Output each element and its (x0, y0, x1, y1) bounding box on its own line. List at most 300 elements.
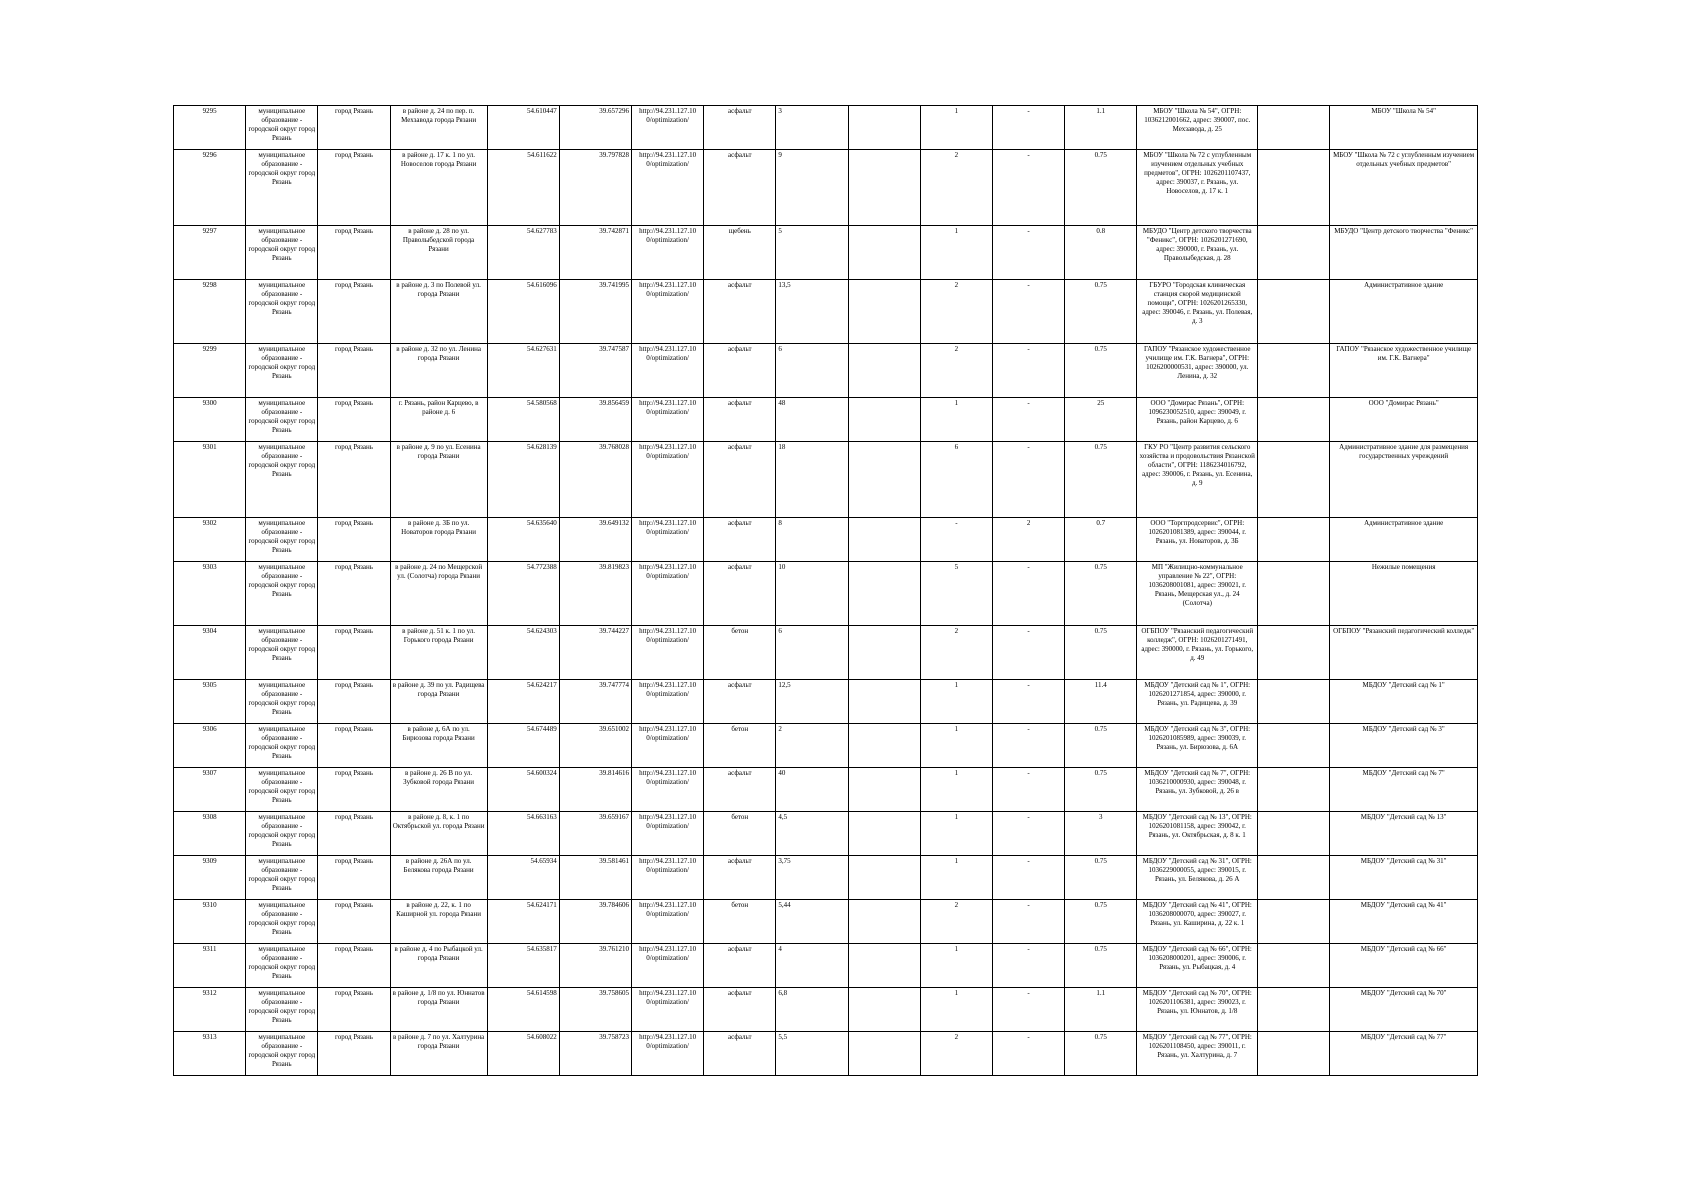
cell-vol: 0.75 (1065, 562, 1137, 626)
cell-surface: асфальт (704, 442, 776, 518)
cell-area: 3 (776, 106, 848, 150)
cell-f2: 1 (920, 812, 992, 856)
cell-f1 (848, 680, 920, 724)
cell-lon: 39.768028 (559, 442, 631, 518)
cell-addr: в районе д. 3 по Полевой ул. города Рязани (390, 280, 487, 344)
table-row (174, 626, 1478, 680)
cell-area: 13,5 (776, 280, 848, 344)
cell-num: 9308 (174, 812, 246, 856)
cell-addr: в районе д. 6А по ул. Бирюзова города Рязани (390, 724, 487, 768)
table-row (174, 226, 1478, 280)
cell-city: город Рязань (318, 398, 390, 442)
cell-f4 (1258, 150, 1330, 226)
cell-vol: 0.75 (1065, 856, 1137, 900)
cell-lon: 39.814616 (559, 768, 631, 812)
cell-num: 9302 (174, 518, 246, 562)
cell-owner: МБДОУ "Детский сад № 41", ОГРН: 1036208000070, адрес: 390027, г. Рязань, ул. Каширина, д. 22 к. 1 (1137, 900, 1258, 944)
cell-url: http://94.231.127.10 0/optimization/ (631, 226, 703, 280)
cell-vol: 0.7 (1065, 518, 1137, 562)
cell-lon: 39.747774 (559, 680, 631, 724)
cell-source: МБДОУ "Детский сад № 1" (1330, 680, 1478, 724)
cell-addr: в районе д. 9 по ул. Есенина города Рязани (390, 442, 487, 518)
table-row (174, 106, 1478, 150)
table-row (174, 900, 1478, 944)
cell-city: город Рязань (318, 680, 390, 724)
cell-owner: ГКУ РО "Центр развития сельского хозяйства и продовольствия Рязанской области", ОГРН: 1186234016792, адрес: 390006, г. Рязань, ул. Есенина, д. 9 (1137, 442, 1258, 518)
cell-lon: 39.741995 (559, 280, 631, 344)
cell-url: http://94.231.127.10 0/optimization/ (631, 856, 703, 900)
cell-url: http://94.231.127.10 0/optimization/ (631, 442, 703, 518)
cell-lat: 54.608022 (487, 1032, 559, 1076)
cell-type: муниципальное образование - городской округ город Рязань (246, 724, 318, 768)
cell-surface: асфальт (704, 562, 776, 626)
cell-lon: 39.651002 (559, 724, 631, 768)
cell-f2: 2 (920, 280, 992, 344)
cell-city: город Рязань (318, 812, 390, 856)
cell-source: МБДОУ "Детский сад № 31" (1330, 856, 1478, 900)
cell-owner: ООО "Домирас Рязань", ОГРН: 1096230052510, адрес: 390049, г. Рязань, район Карцево, д. 6 (1137, 398, 1258, 442)
cell-lon: 39.797828 (559, 150, 631, 226)
cell-lon: 39.744227 (559, 626, 631, 680)
cell-url: http://94.231.127.10 0/optimization/ (631, 150, 703, 226)
cell-owner: МБДОУ "Детский сад № 77", ОГРН: 1026201108450, адрес: 390011, г. Рязань, ул. Халтурина, д. 7 (1137, 1032, 1258, 1076)
document-page (173, 105, 1478, 1076)
cell-lat: 54.624303 (487, 626, 559, 680)
cell-area: 10 (776, 562, 848, 626)
cell-area: 6 (776, 626, 848, 680)
cell-addr: в районе д. 1/8 по ул. Юннатов города Рязани (390, 988, 487, 1032)
cell-owner: МБОУ "Школа № 54", ОГРН: 1036212001662, адрес: 390007, пос. Мехзавода, д. 25 (1137, 106, 1258, 150)
cell-f3: - (993, 150, 1065, 226)
cell-url: http://94.231.127.10 0/optimization/ (631, 724, 703, 768)
table-row (174, 518, 1478, 562)
cell-f4 (1258, 724, 1330, 768)
cell-owner: МП "Жилищно-коммунальное управление № 22", ОГРН: 1036208001081, адрес: 390021, г. Рязань, Мещерская ул., д. 24 (Солотча) (1137, 562, 1258, 626)
cell-owner: ГАПОУ "Рязанское художественное училище им. Г.К. Вагнера", ОГРН: 1026200000531, адрес: 390000, ул. Ленина, д. 32 (1137, 344, 1258, 398)
cell-source: МБДОУ "Детский сад № 77" (1330, 1032, 1478, 1076)
cell-source: ОГБПОУ "Рязанский педагогический колледж" (1330, 626, 1478, 680)
cell-f1 (848, 724, 920, 768)
cell-url: http://94.231.127.10 0/optimization/ (631, 812, 703, 856)
cell-vol: 0.75 (1065, 900, 1137, 944)
cell-url: http://94.231.127.10 0/optimization/ (631, 988, 703, 1032)
table-row (174, 1032, 1478, 1076)
cell-f2: 1 (920, 724, 992, 768)
cell-owner: МБДОУ "Детский сад № 66", ОГРН: 1036208000201, адрес: 390006, г. Рязань, ул. Рыбацкая, д. 4 (1137, 944, 1258, 988)
cell-f1 (848, 988, 920, 1032)
cell-type: муниципальное образование - городской округ город Рязань (246, 344, 318, 398)
cell-city: город Рязань (318, 944, 390, 988)
cell-f3: - (993, 944, 1065, 988)
cell-city: город Рязань (318, 226, 390, 280)
cell-owner: МБДОУ "Детский сад № 13", ОГРН: 1026201081158, адрес: 390042, г. Рязань, ул. Октябрьская, д. 8 к. 1 (1137, 812, 1258, 856)
cell-f1 (848, 398, 920, 442)
cell-f2: 1 (920, 398, 992, 442)
cell-lat: 54.624217 (487, 680, 559, 724)
cell-city: город Рязань (318, 280, 390, 344)
cell-vol: 3 (1065, 812, 1137, 856)
cell-url: http://94.231.127.10 0/optimization/ (631, 680, 703, 724)
cell-vol: 0.75 (1065, 1032, 1137, 1076)
registry-table-body (174, 106, 1478, 1076)
cell-f3: - (993, 988, 1065, 1032)
cell-type: муниципальное образование - городской округ город Рязань (246, 150, 318, 226)
registry-table (173, 105, 1478, 1076)
cell-f3: - (993, 768, 1065, 812)
cell-f1 (848, 280, 920, 344)
cell-f4 (1258, 442, 1330, 518)
cell-f1 (848, 442, 920, 518)
cell-f2: 2 (920, 150, 992, 226)
cell-addr: в районе д. 32 по ул. Ленина города Рязани (390, 344, 487, 398)
cell-lon: 39.649132 (559, 518, 631, 562)
cell-f2: 1 (920, 856, 992, 900)
cell-vol: 0.75 (1065, 724, 1137, 768)
cell-num: 9309 (174, 856, 246, 900)
cell-lat: 54.65934 (487, 856, 559, 900)
cell-city: город Рязань (318, 106, 390, 150)
cell-f2: 2 (920, 1032, 992, 1076)
cell-f3: - (993, 856, 1065, 900)
cell-f3: - (993, 106, 1065, 150)
cell-lat: 54.663163 (487, 812, 559, 856)
cell-source: МБДОУ "Детский сад № 70" (1330, 988, 1478, 1032)
table-row (174, 768, 1478, 812)
cell-f1 (848, 768, 920, 812)
cell-f1 (848, 106, 920, 150)
cell-source: Нежилые помещения (1330, 562, 1478, 626)
table-row (174, 344, 1478, 398)
cell-f2: 1 (920, 988, 992, 1032)
cell-lon: 39.581461 (559, 856, 631, 900)
cell-surface: асфальт (704, 680, 776, 724)
cell-lat: 54.624171 (487, 900, 559, 944)
cell-url: http://94.231.127.10 0/optimization/ (631, 562, 703, 626)
cell-area: 3,75 (776, 856, 848, 900)
cell-surface: асфальт (704, 856, 776, 900)
cell-vol: 25 (1065, 398, 1137, 442)
cell-f3: - (993, 724, 1065, 768)
cell-surface: асфальт (704, 988, 776, 1032)
cell-lat: 54.610447 (487, 106, 559, 150)
cell-f3: - (993, 680, 1065, 724)
cell-f2: 6 (920, 442, 992, 518)
cell-owner: МБДОУ "Детский сад № 7", ОГРН: 1036210000930, адрес: 390048, г. Рязань, ул. Зубковой, д. 26 в (1137, 768, 1258, 812)
cell-source: ООО "Домирас Рязань" (1330, 398, 1478, 442)
cell-surface: асфальт (704, 398, 776, 442)
cell-f4 (1258, 900, 1330, 944)
cell-f1 (848, 226, 920, 280)
cell-f3: - (993, 562, 1065, 626)
cell-f4 (1258, 768, 1330, 812)
cell-city: город Рязань (318, 150, 390, 226)
cell-area: 6 (776, 344, 848, 398)
cell-vol: 1.1 (1065, 988, 1137, 1032)
cell-area: 5,44 (776, 900, 848, 944)
cell-surface: асфальт (704, 280, 776, 344)
cell-num: 9303 (174, 562, 246, 626)
cell-f2: 1 (920, 768, 992, 812)
cell-type: муниципальное образование - городской округ город Рязань (246, 856, 318, 900)
cell-source: МБДОУ "Детский сад № 7" (1330, 768, 1478, 812)
cell-surface: асфальт (704, 150, 776, 226)
cell-city: город Рязань (318, 724, 390, 768)
cell-lon: 39.758723 (559, 1032, 631, 1076)
cell-num: 9298 (174, 280, 246, 344)
cell-f4 (1258, 344, 1330, 398)
cell-num: 9296 (174, 150, 246, 226)
cell-lat: 54.674489 (487, 724, 559, 768)
table-row (174, 442, 1478, 518)
cell-lat: 54.600324 (487, 768, 559, 812)
cell-num: 9312 (174, 988, 246, 1032)
cell-num: 9311 (174, 944, 246, 988)
cell-lat: 54.616096 (487, 280, 559, 344)
cell-f3: 2 (993, 518, 1065, 562)
cell-f4 (1258, 562, 1330, 626)
cell-f4 (1258, 812, 1330, 856)
cell-owner: МБУДО "Центр детского творчества "Феникс", ОГРН: 1026201271690, адрес: 390000, г. Рязань, ул. Праволыбедская, д. 28 (1137, 226, 1258, 280)
cell-f4 (1258, 680, 1330, 724)
cell-vol: 0.75 (1065, 768, 1137, 812)
cell-type: муниципальное образование - городской округ город Рязань (246, 680, 318, 724)
cell-f3: - (993, 344, 1065, 398)
cell-lon: 39.742871 (559, 226, 631, 280)
cell-num: 9306 (174, 724, 246, 768)
cell-area: 4,5 (776, 812, 848, 856)
cell-addr: в районе д. 39 по ул. Радищева города Рязани (390, 680, 487, 724)
table-row (174, 398, 1478, 442)
table-row (174, 856, 1478, 900)
cell-city: город Рязань (318, 900, 390, 944)
cell-surface: бетон (704, 900, 776, 944)
cell-f2: 5 (920, 562, 992, 626)
cell-url: http://94.231.127.10 0/optimization/ (631, 768, 703, 812)
cell-lon: 39.761210 (559, 944, 631, 988)
cell-f3: - (993, 442, 1065, 518)
cell-f4 (1258, 226, 1330, 280)
cell-vol: 0.75 (1065, 626, 1137, 680)
cell-url: http://94.231.127.10 0/optimization/ (631, 106, 703, 150)
cell-surface: бетон (704, 626, 776, 680)
cell-owner: ГБУРО "Городская клиническая станция скорой медицинской помощи", ОГРН: 1026201265330, адрес: 390046, г. Рязань, ул. Полевая, д. 3 (1137, 280, 1258, 344)
table-row (174, 988, 1478, 1032)
cell-addr: в районе д. 28 по ул. Праволыбедской города Рязани (390, 226, 487, 280)
cell-f4 (1258, 1032, 1330, 1076)
cell-source: МБОУ "Школа № 54" (1330, 106, 1478, 150)
cell-source: МБДОУ "Детский сад № 41" (1330, 900, 1478, 944)
cell-num: 9300 (174, 398, 246, 442)
cell-type: муниципальное образование - городской округ город Рязань (246, 562, 318, 626)
cell-lat: 54.627783 (487, 226, 559, 280)
cell-type: муниципальное образование - городской округ город Рязань (246, 988, 318, 1032)
cell-source: МБДОУ "Детский сад № 66" (1330, 944, 1478, 988)
cell-vol: 0.75 (1065, 280, 1137, 344)
cell-city: город Рязань (318, 626, 390, 680)
cell-type: муниципальное образование - городской округ город Рязань (246, 226, 318, 280)
cell-owner: МБДОУ "Детский сад № 3", ОГРН: 1026201085989, адрес: 390039, г. Рязань, ул. Бирюзова, д. 6А (1137, 724, 1258, 768)
cell-lat: 54.614598 (487, 988, 559, 1032)
cell-city: город Рязань (318, 988, 390, 1032)
cell-owner: МБДОУ "Детский сад № 70", ОГРН: 1026201106381, адрес: 390023, г. Рязань, ул. Юннатов, д. 1/8 (1137, 988, 1258, 1032)
cell-addr: в районе д. 8, к. 1 по Октябрьской ул. города Рязани (390, 812, 487, 856)
cell-num: 9305 (174, 680, 246, 724)
cell-url: http://94.231.127.10 0/optimization/ (631, 280, 703, 344)
cell-url: http://94.231.127.10 0/optimization/ (631, 944, 703, 988)
cell-f4 (1258, 856, 1330, 900)
cell-lat: 54.628139 (487, 442, 559, 518)
cell-city: город Рязань (318, 562, 390, 626)
cell-lon: 39.758605 (559, 988, 631, 1032)
cell-surface: асфальт (704, 518, 776, 562)
cell-area: 5 (776, 226, 848, 280)
cell-num: 9310 (174, 900, 246, 944)
cell-url: http://94.231.127.10 0/optimization/ (631, 900, 703, 944)
cell-type: муниципальное образование - городской округ город Рязань (246, 280, 318, 344)
cell-source: Административное здание (1330, 518, 1478, 562)
cell-area: 9 (776, 150, 848, 226)
cell-city: город Рязань (318, 1032, 390, 1076)
cell-city: город Рязань (318, 442, 390, 518)
cell-source: Административное здание (1330, 280, 1478, 344)
table-row (174, 562, 1478, 626)
cell-f4 (1258, 626, 1330, 680)
cell-surface: асфальт (704, 1032, 776, 1076)
cell-vol: 0.8 (1065, 226, 1137, 280)
cell-owner: МБДОУ "Детский сад № 1", ОГРН: 1026201271854, адрес: 390000, г. Рязань, ул. Радищева, д. 39 (1137, 680, 1258, 724)
cell-area: 2 (776, 724, 848, 768)
cell-url: http://94.231.127.10 0/optimization/ (631, 344, 703, 398)
cell-addr: в районе д. 22, к. 1 по Каширной ул. города Рязани (390, 900, 487, 944)
cell-f2: 1 (920, 944, 992, 988)
cell-surface: бетон (704, 724, 776, 768)
cell-lat: 54.611622 (487, 150, 559, 226)
cell-source: ГАПОУ "Рязанское художественное училище им. Г.К. Вагнера" (1330, 344, 1478, 398)
cell-f4 (1258, 988, 1330, 1032)
cell-num: 9304 (174, 626, 246, 680)
cell-type: муниципальное образование - городской округ город Рязань (246, 442, 318, 518)
cell-lat: 54.635640 (487, 518, 559, 562)
cell-addr: в районе д. 24 по пер. п. Мехзавода города Рязани (390, 106, 487, 150)
cell-lon: 39.819823 (559, 562, 631, 626)
cell-f3: - (993, 280, 1065, 344)
cell-url: http://94.231.127.10 0/optimization/ (631, 518, 703, 562)
cell-area: 6,8 (776, 988, 848, 1032)
cell-f1 (848, 518, 920, 562)
cell-type: муниципальное образование - городской округ город Рязань (246, 518, 318, 562)
cell-f2: 2 (920, 626, 992, 680)
cell-type: муниципальное образование - городской округ город Рязань (246, 900, 318, 944)
cell-f1 (848, 856, 920, 900)
cell-area: 8 (776, 518, 848, 562)
cell-area: 12,5 (776, 680, 848, 724)
cell-num: 9295 (174, 106, 246, 150)
cell-addr: г. Рязань, район Карцево, в районе д. 6 (390, 398, 487, 442)
cell-num: 9301 (174, 442, 246, 518)
cell-addr: в районе д. 17 к. 1 по ул. Новоселов города Рязани (390, 150, 487, 226)
cell-lon: 39.659167 (559, 812, 631, 856)
cell-f1 (848, 944, 920, 988)
cell-source: МБДОУ "Детский сад № 3" (1330, 724, 1478, 768)
cell-type: муниципальное образование - городской округ город Рязань (246, 398, 318, 442)
cell-surface: щебень (704, 226, 776, 280)
cell-type: муниципальное образование - городской округ город Рязань (246, 768, 318, 812)
cell-city: город Рязань (318, 518, 390, 562)
cell-area: 4 (776, 944, 848, 988)
cell-f4 (1258, 518, 1330, 562)
cell-f4 (1258, 106, 1330, 150)
cell-vol: 1.1 (1065, 106, 1137, 150)
cell-addr: в районе д. 26 В по ул. Зубковой города Рязани (390, 768, 487, 812)
cell-num: 9299 (174, 344, 246, 398)
cell-vol: 0.75 (1065, 944, 1137, 988)
cell-type: муниципальное образование - городской округ город Рязань (246, 1032, 318, 1076)
cell-lon: 39.657296 (559, 106, 631, 150)
cell-f4 (1258, 280, 1330, 344)
cell-f2: 1 (920, 680, 992, 724)
cell-surface: асфальт (704, 944, 776, 988)
table-row (174, 812, 1478, 856)
table-row (174, 150, 1478, 226)
cell-lat: 54.635817 (487, 944, 559, 988)
table-row (174, 724, 1478, 768)
cell-url: http://94.231.127.10 0/optimization/ (631, 626, 703, 680)
cell-vol: 0.75 (1065, 150, 1137, 226)
cell-f1 (848, 1032, 920, 1076)
cell-city: город Рязань (318, 856, 390, 900)
cell-lon: 39.747587 (559, 344, 631, 398)
cell-lat: 54.772388 (487, 562, 559, 626)
cell-addr: в районе д. 4 по Рыбацкой ул. города Рязани (390, 944, 487, 988)
cell-f1 (848, 562, 920, 626)
cell-type: муниципальное образование - городской округ город Рязань (246, 812, 318, 856)
cell-vol: 0.75 (1065, 344, 1137, 398)
cell-addr: в районе д. 24 по Мещерской ул. (Солотча) города Рязани (390, 562, 487, 626)
cell-source: МБУДО "Центр детского творчества "Феникс" (1330, 226, 1478, 280)
cell-lon: 39.856459 (559, 398, 631, 442)
cell-area: 18 (776, 442, 848, 518)
cell-f3: - (993, 626, 1065, 680)
cell-f2: 1 (920, 226, 992, 280)
table-row (174, 280, 1478, 344)
cell-f4 (1258, 398, 1330, 442)
cell-owner: МБОУ "Школа № 72 с углубленным изучением отдельных учебных предметов", ОГРН: 1026201107437, адрес: 390037, г. Рязань, ул. Новоселов, д. 17 к. 1 (1137, 150, 1258, 226)
cell-city: город Рязань (318, 768, 390, 812)
cell-f2: 2 (920, 344, 992, 398)
cell-addr: в районе д. 26А по ул. Белякова города Рязани (390, 856, 487, 900)
cell-surface: асфальт (704, 106, 776, 150)
cell-num: 9297 (174, 226, 246, 280)
cell-f1 (848, 150, 920, 226)
cell-f3: - (993, 398, 1065, 442)
cell-lat: 54.627631 (487, 344, 559, 398)
cell-num: 9313 (174, 1032, 246, 1076)
cell-f1 (848, 900, 920, 944)
cell-source: МБОУ "Школа № 72 с углубленным изучением отдельных учебных предметов" (1330, 150, 1478, 226)
cell-vol: 11.4 (1065, 680, 1137, 724)
cell-num: 9307 (174, 768, 246, 812)
table-row (174, 944, 1478, 988)
cell-surface: асфальт (704, 344, 776, 398)
cell-f2: 1 (920, 106, 992, 150)
cell-f1 (848, 344, 920, 398)
cell-source: МБДОУ "Детский сад № 13" (1330, 812, 1478, 856)
cell-surface: асфальт (704, 768, 776, 812)
table-row (174, 680, 1478, 724)
cell-type: муниципальное образование - городской округ город Рязань (246, 944, 318, 988)
cell-lat: 54.580568 (487, 398, 559, 442)
cell-area: 40 (776, 768, 848, 812)
